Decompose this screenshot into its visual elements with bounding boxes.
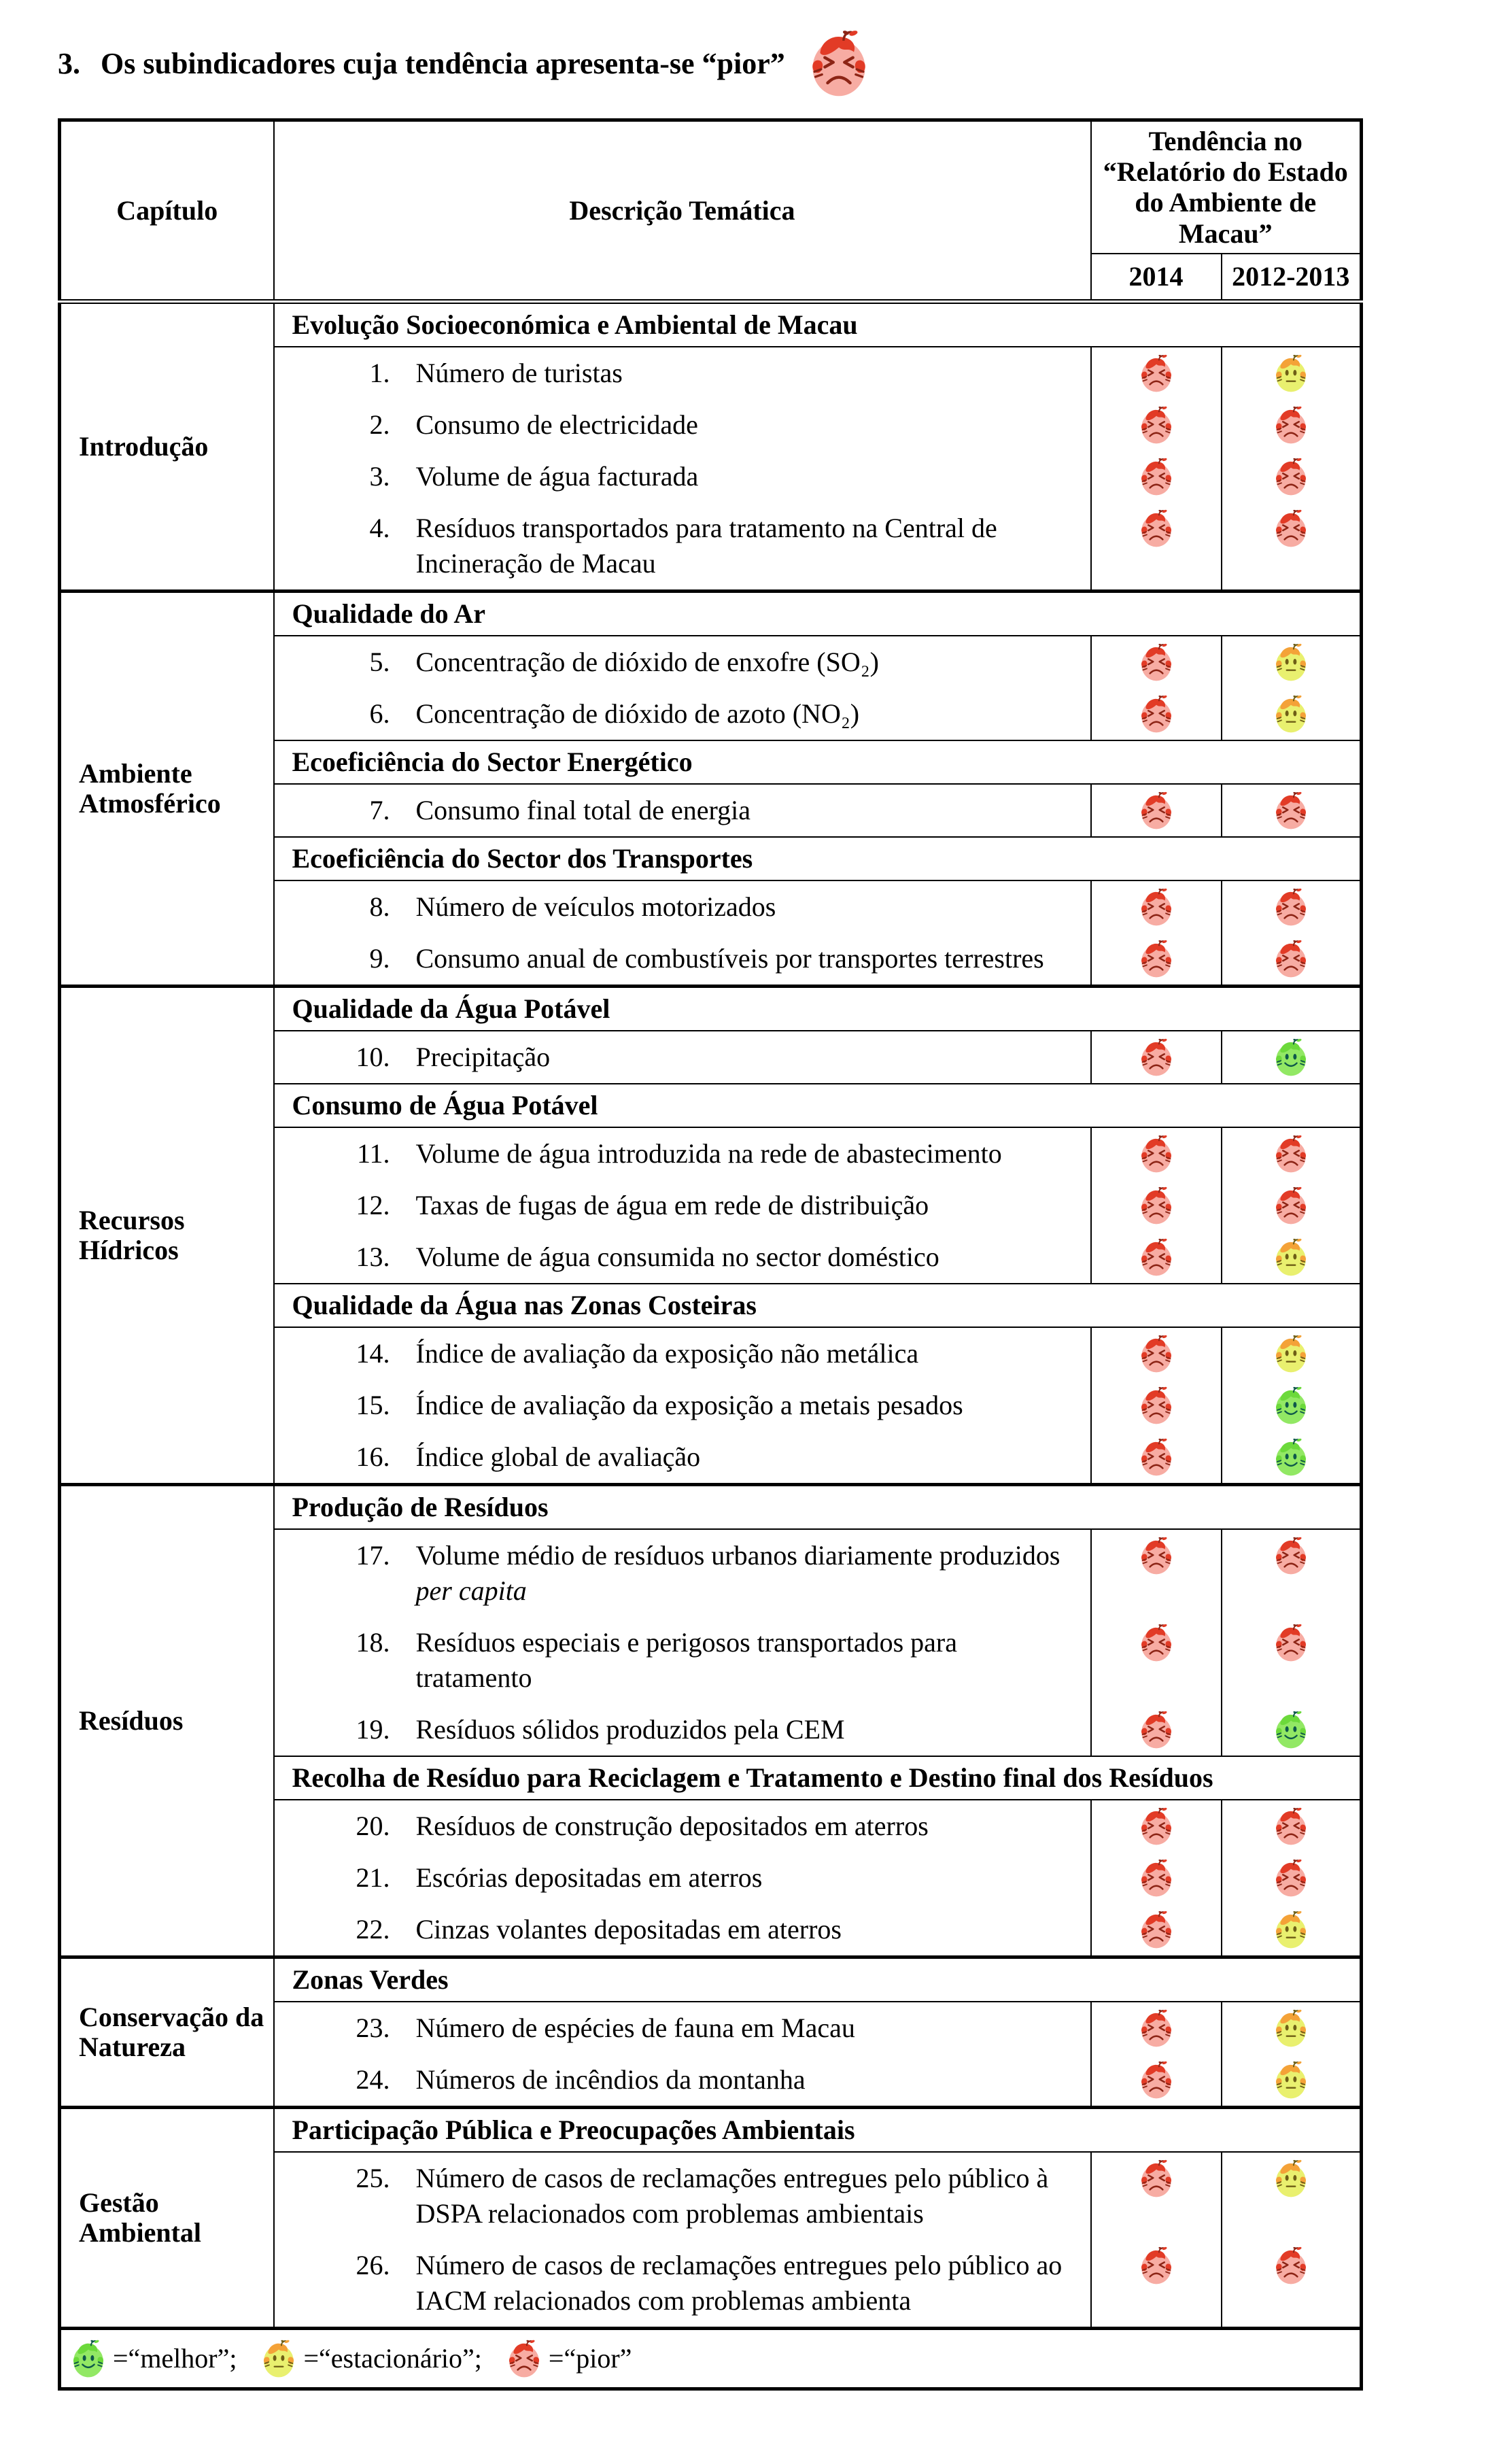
item-text: Índice global de avaliação — [415, 1441, 701, 1472]
item-number: 2. — [369, 409, 390, 440]
item-number: 23. — [356, 2012, 390, 2043]
pior-face-icon — [1274, 1186, 1308, 1225]
item-description-cell — [274, 1231, 1091, 1284]
item-number: 8. — [369, 891, 390, 922]
item-description-cell — [274, 688, 1091, 740]
item-text: Número de casos de reclamações entregues pelo público ao IACM relacionados com problemas ambienta — [415, 2249, 1063, 2316]
item-description-cell — [274, 1327, 1091, 1380]
melhor-face-icon — [1274, 1386, 1308, 1425]
item-description-cell — [274, 451, 1091, 502]
melhor-face-icon — [1274, 1710, 1308, 1749]
pior-face-icon — [1139, 1186, 1173, 1225]
pior-face-icon — [1274, 1623, 1308, 1662]
trend-2012-2013-cell — [1222, 2002, 1362, 2054]
item-description-cell — [274, 1852, 1091, 1904]
trend-2012-2013-cell — [1222, 1380, 1362, 1431]
item-text-italic: per capita — [415, 1575, 527, 1606]
trend-2012-2013-cell — [1222, 880, 1362, 933]
item-description-cell — [274, 2002, 1091, 2054]
trend-2014-cell — [1091, 1231, 1222, 1284]
item-description-cell — [274, 399, 1091, 451]
estacionario-face-icon — [1274, 2060, 1308, 2100]
item-text: Número de veículos motorizados — [415, 891, 776, 922]
chapter-cell-recursos-hidricos: Recursos Hídricos — [60, 986, 274, 1484]
trend-2012-2013-cell — [1222, 784, 1362, 837]
pior-face-icon — [1139, 405, 1173, 445]
trend-2014-cell — [1091, 2054, 1222, 2108]
item-number: 26. — [356, 2249, 390, 2280]
trend-2014-cell — [1091, 2002, 1222, 2054]
trend-2012-2013-cell — [1222, 1231, 1362, 1284]
item-text: Precipitação — [415, 1041, 551, 1072]
trend-2012-2013-cell — [1222, 1031, 1362, 1084]
item-number: 13. — [356, 1241, 390, 1272]
item-number: 15. — [356, 1389, 390, 1420]
item-text: Escórias depositadas em aterros — [415, 1862, 763, 1893]
item-text: Resíduos especiais e perigosos transportados para tratamento — [415, 1626, 957, 1693]
chapter-cell-ambiente-atmosferico: Ambiente Atmosférico — [60, 591, 274, 986]
pior-face-icon — [1274, 457, 1308, 496]
melhor-face-icon — [71, 2339, 106, 2378]
trend-2014-cell — [1091, 399, 1222, 451]
estacionario-face-icon — [1274, 2008, 1308, 2048]
pior-face-icon — [1274, 887, 1308, 927]
item-text: Índice de avaliação da exposição a metais pesados — [415, 1389, 963, 1420]
item-number: 1. — [369, 357, 390, 388]
chapter-cell-residuos: Resíduos — [60, 1484, 274, 1957]
pior-face-icon — [808, 29, 869, 98]
legend-label: =“pior” — [548, 2343, 632, 2374]
trend-2012-2013-cell — [1222, 636, 1362, 688]
chapter-cell-introducao: Introdução — [60, 301, 274, 591]
indicator-table-body — [60, 301, 1362, 2389]
item-number: 6. — [369, 698, 390, 729]
pior-face-icon — [1139, 1134, 1173, 1174]
section-title: Qualidade da Água nas Zonas Costeiras — [274, 1284, 1362, 1327]
item-text: Concentração de dióxido de azoto (NO₂) — [415, 698, 860, 729]
legend-item-pior — [506, 2339, 632, 2378]
item-text: Número de casos de reclamações entregues pelo público à DSPA relacionados com problemas ambientais — [415, 2162, 1049, 2229]
pior-face-icon — [1139, 1910, 1173, 1949]
pior-face-icon — [1139, 1536, 1173, 1575]
trend-2012-2013-cell — [1222, 451, 1362, 502]
trend-2014-cell — [1091, 784, 1222, 837]
pior-face-icon — [1139, 2159, 1173, 2198]
trend-2014-cell — [1091, 1327, 1222, 1380]
section-title: Qualidade da Água Potável — [274, 986, 1362, 1031]
item-text: Número de espécies de fauna em Macau — [415, 2012, 855, 2043]
pior-face-icon — [1139, 354, 1173, 393]
section-title: Ecoeficiência do Sector Energético — [274, 740, 1362, 784]
trend-2012-2013-cell — [1222, 1180, 1362, 1231]
section-title: Recolha de Resíduo para Reciclagem e Tratamento e Destino final dos Resíduos — [274, 1756, 1362, 1800]
pior-face-icon — [1139, 2060, 1173, 2100]
section-row — [60, 986, 1362, 1031]
item-number: 25. — [356, 2162, 390, 2193]
item-number: 10. — [356, 1041, 390, 1072]
title-number: 3. — [58, 46, 80, 80]
item-description-cell — [274, 1127, 1091, 1180]
section-row — [60, 1957, 1362, 2002]
trend-2012-2013-cell — [1222, 2054, 1362, 2108]
trend-2014-cell — [1091, 688, 1222, 740]
section-title: Evolução Socioeconómica e Ambiental de Macau — [274, 301, 1362, 347]
item-number: 22. — [356, 1913, 390, 1945]
trend-2012-2013-cell — [1222, 502, 1362, 592]
estacionario-face-icon — [1274, 694, 1308, 734]
item-number: 11. — [356, 1137, 390, 1169]
item-number: 20. — [356, 1810, 390, 1841]
pior-face-icon — [1139, 1858, 1173, 1898]
pior-face-icon — [1139, 1386, 1173, 1425]
estacionario-face-icon — [1274, 2159, 1308, 2198]
trend-2012-2013-cell — [1222, 1617, 1362, 1704]
header-descricao: Descrição Temática — [274, 120, 1091, 302]
item-description-cell — [274, 636, 1091, 688]
item-number: 4. — [369, 512, 390, 543]
item-text: Números de incêndios da montanha — [415, 2064, 806, 2095]
item-text: Resíduos transportados para tratamento na Central de Incineração de Macau — [415, 512, 997, 579]
item-description-cell — [274, 1704, 1091, 1756]
pior-face-icon — [1139, 791, 1173, 830]
trend-2012-2013-cell — [1222, 2240, 1362, 2329]
item-number: 9. — [369, 942, 390, 974]
pior-face-icon — [1139, 1038, 1173, 1077]
pior-face-icon — [1139, 1807, 1173, 1846]
trend-2012-2013-cell — [1222, 1704, 1362, 1756]
pior-face-icon — [1274, 1858, 1308, 1898]
pior-face-icon — [1274, 939, 1308, 978]
header-tendencia: Tendência no “Relatório do Estado do Ambiente de Macau” — [1091, 120, 1362, 254]
legend-item-melhor — [71, 2339, 237, 2378]
item-description-cell — [274, 1431, 1091, 1485]
trend-2014-cell — [1091, 1852, 1222, 1904]
melhor-face-icon — [1274, 1038, 1308, 1077]
item-description-cell — [274, 1529, 1091, 1617]
item-text: Índice de avaliação da exposição não metálica — [415, 1337, 919, 1369]
trend-2012-2013-cell — [1222, 1800, 1362, 1852]
item-description-cell — [274, 1380, 1091, 1431]
pior-face-icon — [1139, 1334, 1173, 1373]
trend-2012-2013-cell — [1222, 933, 1362, 987]
trend-2014-cell — [1091, 1529, 1222, 1617]
header-capitulo: Capítulo — [60, 120, 274, 302]
pior-face-icon — [1139, 509, 1173, 548]
legend-label: =“melhor”; — [113, 2343, 237, 2374]
trend-2014-cell — [1091, 1380, 1222, 1431]
item-description-cell — [274, 2054, 1091, 2108]
section-row — [60, 1484, 1362, 1529]
item-text: Volume médio de resíduos urbanos diariamente produzidos per capita — [415, 1539, 1060, 1606]
trend-2012-2013-cell — [1222, 1529, 1362, 1617]
item-number: 16. — [356, 1441, 390, 1472]
item-text: Resíduos sólidos produzidos pela CEM — [415, 1713, 845, 1745]
item-description-cell — [274, 347, 1091, 399]
trend-2014-cell — [1091, 1800, 1222, 1852]
trend-2014-cell — [1091, 1031, 1222, 1084]
item-text: Consumo de electricidade — [415, 409, 698, 440]
trend-2012-2013-cell — [1222, 1431, 1362, 1485]
pior-face-icon — [1139, 457, 1173, 496]
trend-2014-cell — [1091, 347, 1222, 399]
pior-face-icon — [1139, 1237, 1173, 1277]
item-description-cell — [274, 2152, 1091, 2240]
item-number: 12. — [356, 1189, 390, 1220]
trend-2014-cell — [1091, 933, 1222, 987]
trend-2012-2013-cell — [1222, 1904, 1362, 1957]
pior-face-icon — [1274, 509, 1308, 548]
item-number: 19. — [356, 1713, 390, 1745]
trend-2012-2013-cell — [1222, 347, 1362, 399]
trend-2012-2013-cell — [1222, 2152, 1362, 2240]
estacionario-face-icon — [1274, 354, 1308, 393]
item-number: 18. — [356, 1626, 390, 1658]
item-text: Cinzas volantes depositadas em aterros — [415, 1913, 842, 1945]
chapter-cell-conservacao-da-natureza: Conservação da Natureza — [60, 1957, 274, 2107]
section-title: Consumo de Água Potável — [274, 1084, 1362, 1127]
trend-2014-cell — [1091, 1127, 1222, 1180]
melhor-face-icon — [1274, 1437, 1308, 1477]
estacionario-face-icon — [1274, 1334, 1308, 1373]
trend-2014-cell — [1091, 1617, 1222, 1704]
section-title: Produção de Resíduos — [274, 1484, 1362, 1529]
estacionario-face-icon — [1274, 1237, 1308, 1277]
trend-2014-cell — [1091, 1704, 1222, 1756]
item-description-cell — [274, 1031, 1091, 1084]
trend-2014-cell — [1091, 636, 1222, 688]
pior-face-icon — [1274, 405, 1308, 445]
trend-2012-2013-cell — [1222, 1327, 1362, 1380]
title-text: Os subindicadores cuja tendência apresenta-se “pior” — [101, 46, 785, 80]
pior-face-icon — [1139, 887, 1173, 927]
section-title: Zonas Verdes — [274, 1957, 1362, 2002]
item-number: 7. — [369, 794, 390, 825]
section-row — [60, 301, 1362, 347]
section-title: Qualidade do Ar — [274, 591, 1362, 636]
pior-face-icon — [1274, 1536, 1308, 1575]
legend-row — [60, 2328, 1362, 2389]
trend-2014-cell — [1091, 1180, 1222, 1231]
section-title: Ecoeficiência do Sector dos Transportes — [274, 837, 1362, 880]
title-pior-icon-slot — [808, 29, 869, 98]
pior-face-icon — [1139, 1710, 1173, 1749]
item-text: Número de turistas — [415, 357, 623, 388]
pior-face-icon — [1139, 2008, 1173, 2048]
item-text: Volume de água consumida no sector doméstico — [415, 1241, 939, 1272]
item-description-cell — [274, 1904, 1091, 1957]
item-text: Concentração de dióxido de enxofre (SO₂) — [415, 646, 879, 677]
pior-face-icon — [1139, 694, 1173, 734]
legend-label: =“estacionário”; — [303, 2343, 482, 2374]
pior-face-icon — [1139, 1623, 1173, 1662]
pior-face-icon — [1139, 2246, 1173, 2285]
trend-2014-cell — [1091, 880, 1222, 933]
item-number: 17. — [356, 1539, 390, 1571]
pior-face-icon — [1139, 1437, 1173, 1477]
pior-face-icon — [1139, 939, 1173, 978]
trend-2014-cell — [1091, 2152, 1222, 2240]
pior-face-icon — [1274, 1134, 1308, 1174]
header-2014: 2014 — [1091, 254, 1222, 302]
estacionario-face-icon — [1274, 1910, 1308, 1949]
trend-2014-cell — [1091, 1431, 1222, 1485]
item-number: 24. — [356, 2064, 390, 2095]
item-text: Resíduos de construção depositados em aterros — [415, 1810, 929, 1841]
estacionario-face-icon — [1274, 643, 1308, 682]
item-description-cell — [274, 1617, 1091, 1704]
item-number: 3. — [369, 460, 390, 492]
item-text: Consumo final total de energia — [415, 794, 750, 825]
indicators-table — [58, 118, 1363, 2391]
chapter-cell-gestao-ambiental: Gestão Ambiental — [60, 2107, 274, 2328]
item-number: 21. — [356, 1862, 390, 1893]
pior-face-icon — [1274, 1807, 1308, 1846]
section-title: Participação Pública e Preocupações Ambientais — [274, 2107, 1362, 2152]
legend-item-estacionario — [261, 2339, 481, 2378]
item-text: Volume de água introduzida na rede de abastecimento — [415, 1137, 1002, 1169]
trend-2014-cell — [1091, 502, 1222, 592]
header-2012-2013: 2012-2013 — [1222, 254, 1362, 302]
item-description-cell — [274, 502, 1091, 592]
trend-2014-cell — [1091, 2240, 1222, 2329]
page-title — [58, 29, 1501, 98]
trend-2012-2013-cell — [1222, 399, 1362, 451]
pior-face-icon — [1139, 643, 1173, 682]
trend-2014-cell — [1091, 451, 1222, 502]
trend-2014-cell — [1091, 1904, 1222, 1957]
item-description-cell — [274, 2240, 1091, 2329]
item-description-cell — [274, 784, 1091, 837]
item-text: Consumo anual de combustíveis por transportes terrestres — [415, 942, 1044, 974]
item-description-cell — [274, 933, 1091, 987]
item-description-cell — [274, 1180, 1091, 1231]
item-text: Volume de água facturada — [415, 460, 699, 492]
trend-2012-2013-cell — [1222, 1127, 1362, 1180]
pior-face-icon — [1274, 791, 1308, 830]
section-row — [60, 2107, 1362, 2152]
trend-2012-2013-cell — [1222, 1852, 1362, 1904]
item-number: 14. — [356, 1337, 390, 1369]
item-description-cell — [274, 1800, 1091, 1852]
trend-2012-2013-cell — [1222, 688, 1362, 740]
estacionario-face-icon — [261, 2339, 296, 2378]
pior-face-icon — [1274, 2246, 1308, 2285]
item-description-cell — [274, 880, 1091, 933]
section-row — [60, 591, 1362, 636]
pior-face-icon — [506, 2339, 542, 2378]
item-number: 5. — [369, 646, 390, 677]
item-text: Taxas de fugas de água em rede de distribuição — [415, 1189, 929, 1220]
